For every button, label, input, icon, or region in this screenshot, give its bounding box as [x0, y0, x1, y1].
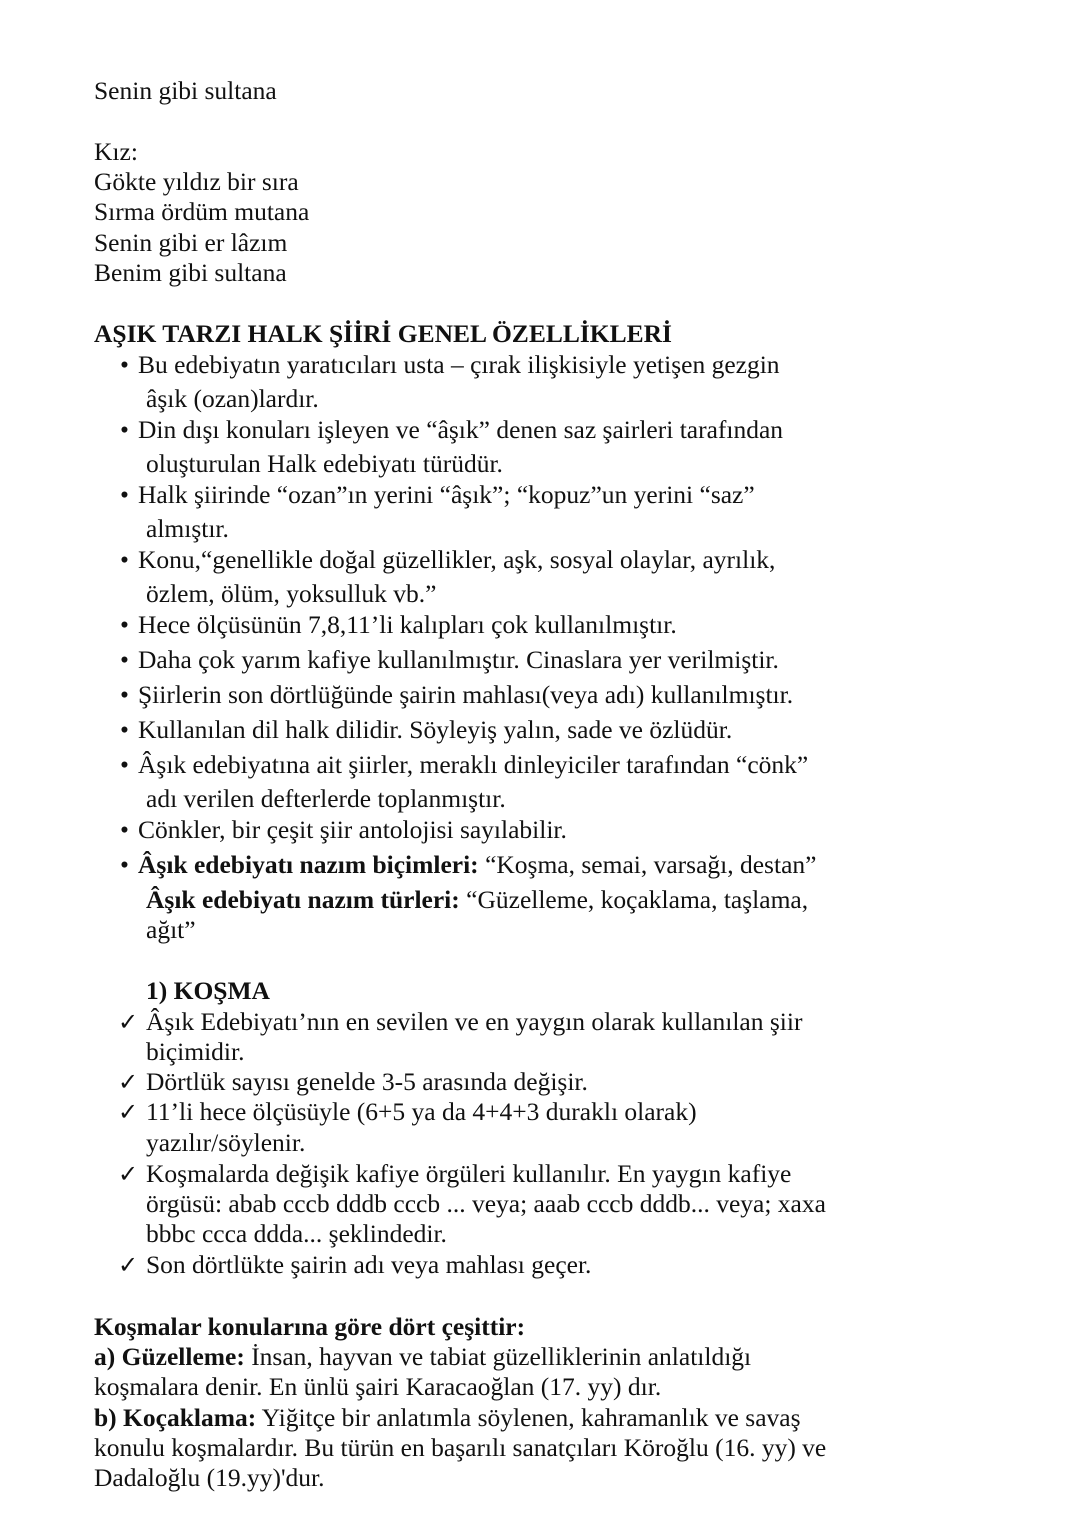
bullet-icon: •: [120, 645, 129, 674]
check-text: yazılır/söylenir.: [146, 1128, 306, 1157]
types-heading: Koşmalar konularına göre dört çeşittir:: [94, 1312, 526, 1341]
section-heading: AŞIK TARZI HALK ŞİİRİ GENEL ÖZELLİKLERİ: [94, 319, 672, 348]
type-b-label: b) Koçaklama:: [94, 1403, 257, 1432]
check-text: bbbc ccca ddda... şeklindedir.: [146, 1219, 447, 1248]
bullet-icon: •: [120, 715, 129, 744]
check-text: Koşmalarda değişik kafiye örgüleri kullanılır. En yaygın kafiye: [146, 1159, 792, 1188]
bullet-icon: •: [120, 850, 129, 879]
nazim-tur-label: Âşık edebiyatı nazım türleri:: [146, 885, 460, 914]
bullet-text: Din dışı konuları işleyen ve “âşık” denen saz şairleri tarafından: [138, 415, 784, 444]
type-b-line-2: konulu koşmalardır. Bu türün en başarılı sanatçıları Köroğlu (16. yy) ve: [94, 1433, 827, 1462]
check-icon: ✓: [118, 1251, 139, 1279]
bullet-text: Cönkler, bir çeşit şiir antolojisi sayılabilir.: [138, 815, 567, 844]
poem-line: Gökte yıldız bir sıra: [94, 167, 299, 196]
bullet-icon: •: [120, 680, 129, 709]
check-text: Son dörtlükte şairin adı veya mahlası geçer.: [146, 1250, 592, 1279]
type-a-line: [94, 1342, 751, 1372]
type-a-label: a) Güzelleme:: [94, 1342, 245, 1371]
check-icon: ✓: [118, 1068, 139, 1096]
check-text: Âşık Edebiyatı’nın en sevilen ve en yaygın olarak kullanılan şiir: [146, 1007, 803, 1036]
bullet-text: Kullanılan dil halk dilidir. Söyleyiş yalın, sade ve özlüdür.: [138, 715, 733, 744]
type-a-text: İnsan, hayvan ve tabiat güzelliklerinin anlatıldığı: [244, 1342, 752, 1371]
bullet-text: Halk şiirinde “ozan”ın yerini “âşık”; “kopuz”un yerini “saz”: [138, 480, 755, 509]
bullet-text: almıştır.: [146, 514, 229, 543]
nazim-bicim-label: Âşık edebiyatı nazım biçimleri:: [138, 850, 479, 879]
bullet-icon: •: [120, 415, 129, 444]
type-b-line: [94, 1403, 801, 1433]
bullet-icon: •: [120, 545, 129, 574]
nazim-bicim-text: “Koşma, semai, varsağı, destan”: [478, 850, 817, 879]
nazim-bicim-line: [138, 850, 816, 880]
bullet-text: Hece ölçüsünün 7,8,11’li kalıpları çok kullanılmıştır.: [138, 610, 677, 639]
kosma-title: 1) KOŞMA: [146, 976, 270, 1005]
nazim-tur-line-2: ağıt”: [146, 915, 196, 944]
type-a-line-2: koşmalara denir. En ünlü şairi Karacaoğlan (17. yy) dır.: [94, 1372, 662, 1401]
bullet-icon: •: [120, 480, 129, 509]
check-text: 11’li hece ölçüsüyle (6+5 ya da 4+4+3 duraklı olarak): [146, 1097, 697, 1126]
bullet-text: özlem, ölüm, yoksulluk vb.”: [146, 579, 437, 608]
bullet-text: Konu,“genellikle doğal güzellikler, aşk, sosyal olaylar, ayrılık,: [138, 545, 776, 574]
type-b-line-3: Dadaloğlu (19.yy)'dur.: [94, 1463, 325, 1492]
bullet-text: oluşturulan Halk edebiyatı türüdür.: [146, 449, 503, 478]
check-text: biçimidir.: [146, 1037, 245, 1066]
nazim-tur-line: [146, 885, 808, 915]
bullet-text: Âşık edebiyatına ait şiirler, meraklı dinleyiciler tarafından “cönk”: [138, 750, 809, 779]
bullet-icon: •: [120, 610, 129, 639]
bullet-text: âşık (ozan)lardır.: [146, 384, 319, 413]
bullet-text: Daha çok yarım kafiye kullanılmıştır. Cinaslara yer verilmiştir.: [138, 645, 779, 674]
poem-line: Sırma ördüm mutana: [94, 197, 310, 226]
bullet-text: Bu edebiyatın yaratıcıları usta – çırak ilişkisiyle yetişen gezgin: [138, 350, 780, 379]
bullet-icon: •: [120, 750, 129, 779]
bullet-text: adı verilen defterlerde toplanmıştır.: [146, 784, 506, 813]
check-icon: ✓: [118, 1160, 139, 1188]
bullet-icon: •: [120, 350, 129, 379]
bullet-text: Şiirlerin son dörtlüğünde şairin mahlası(veya adı) kullanılmıştır.: [138, 680, 794, 709]
check-text: Dörtlük sayısı genelde 3-5 arasında değişir.: [146, 1067, 588, 1096]
bullet-icon: •: [120, 815, 129, 844]
poem-speaker: Kız:: [94, 137, 138, 166]
check-text: örgüsü: abab cccb dddb cccb ... veya; aaab cccb dddb... veya; xaxa: [146, 1189, 826, 1218]
check-icon: ✓: [118, 1008, 139, 1036]
poem-first-line: Senin gibi sultana: [94, 76, 277, 105]
poem-line: Senin gibi er lâzım: [94, 228, 288, 257]
check-icon: ✓: [118, 1098, 139, 1126]
poem-line: Benim gibi sultana: [94, 258, 287, 287]
nazim-tur-text: “Güzelleme, koçaklama, taşlama,: [459, 885, 809, 914]
type-b-text: Yiğitçe bir anlatımla söylenen, kahramanlık ve savaş: [256, 1403, 801, 1432]
